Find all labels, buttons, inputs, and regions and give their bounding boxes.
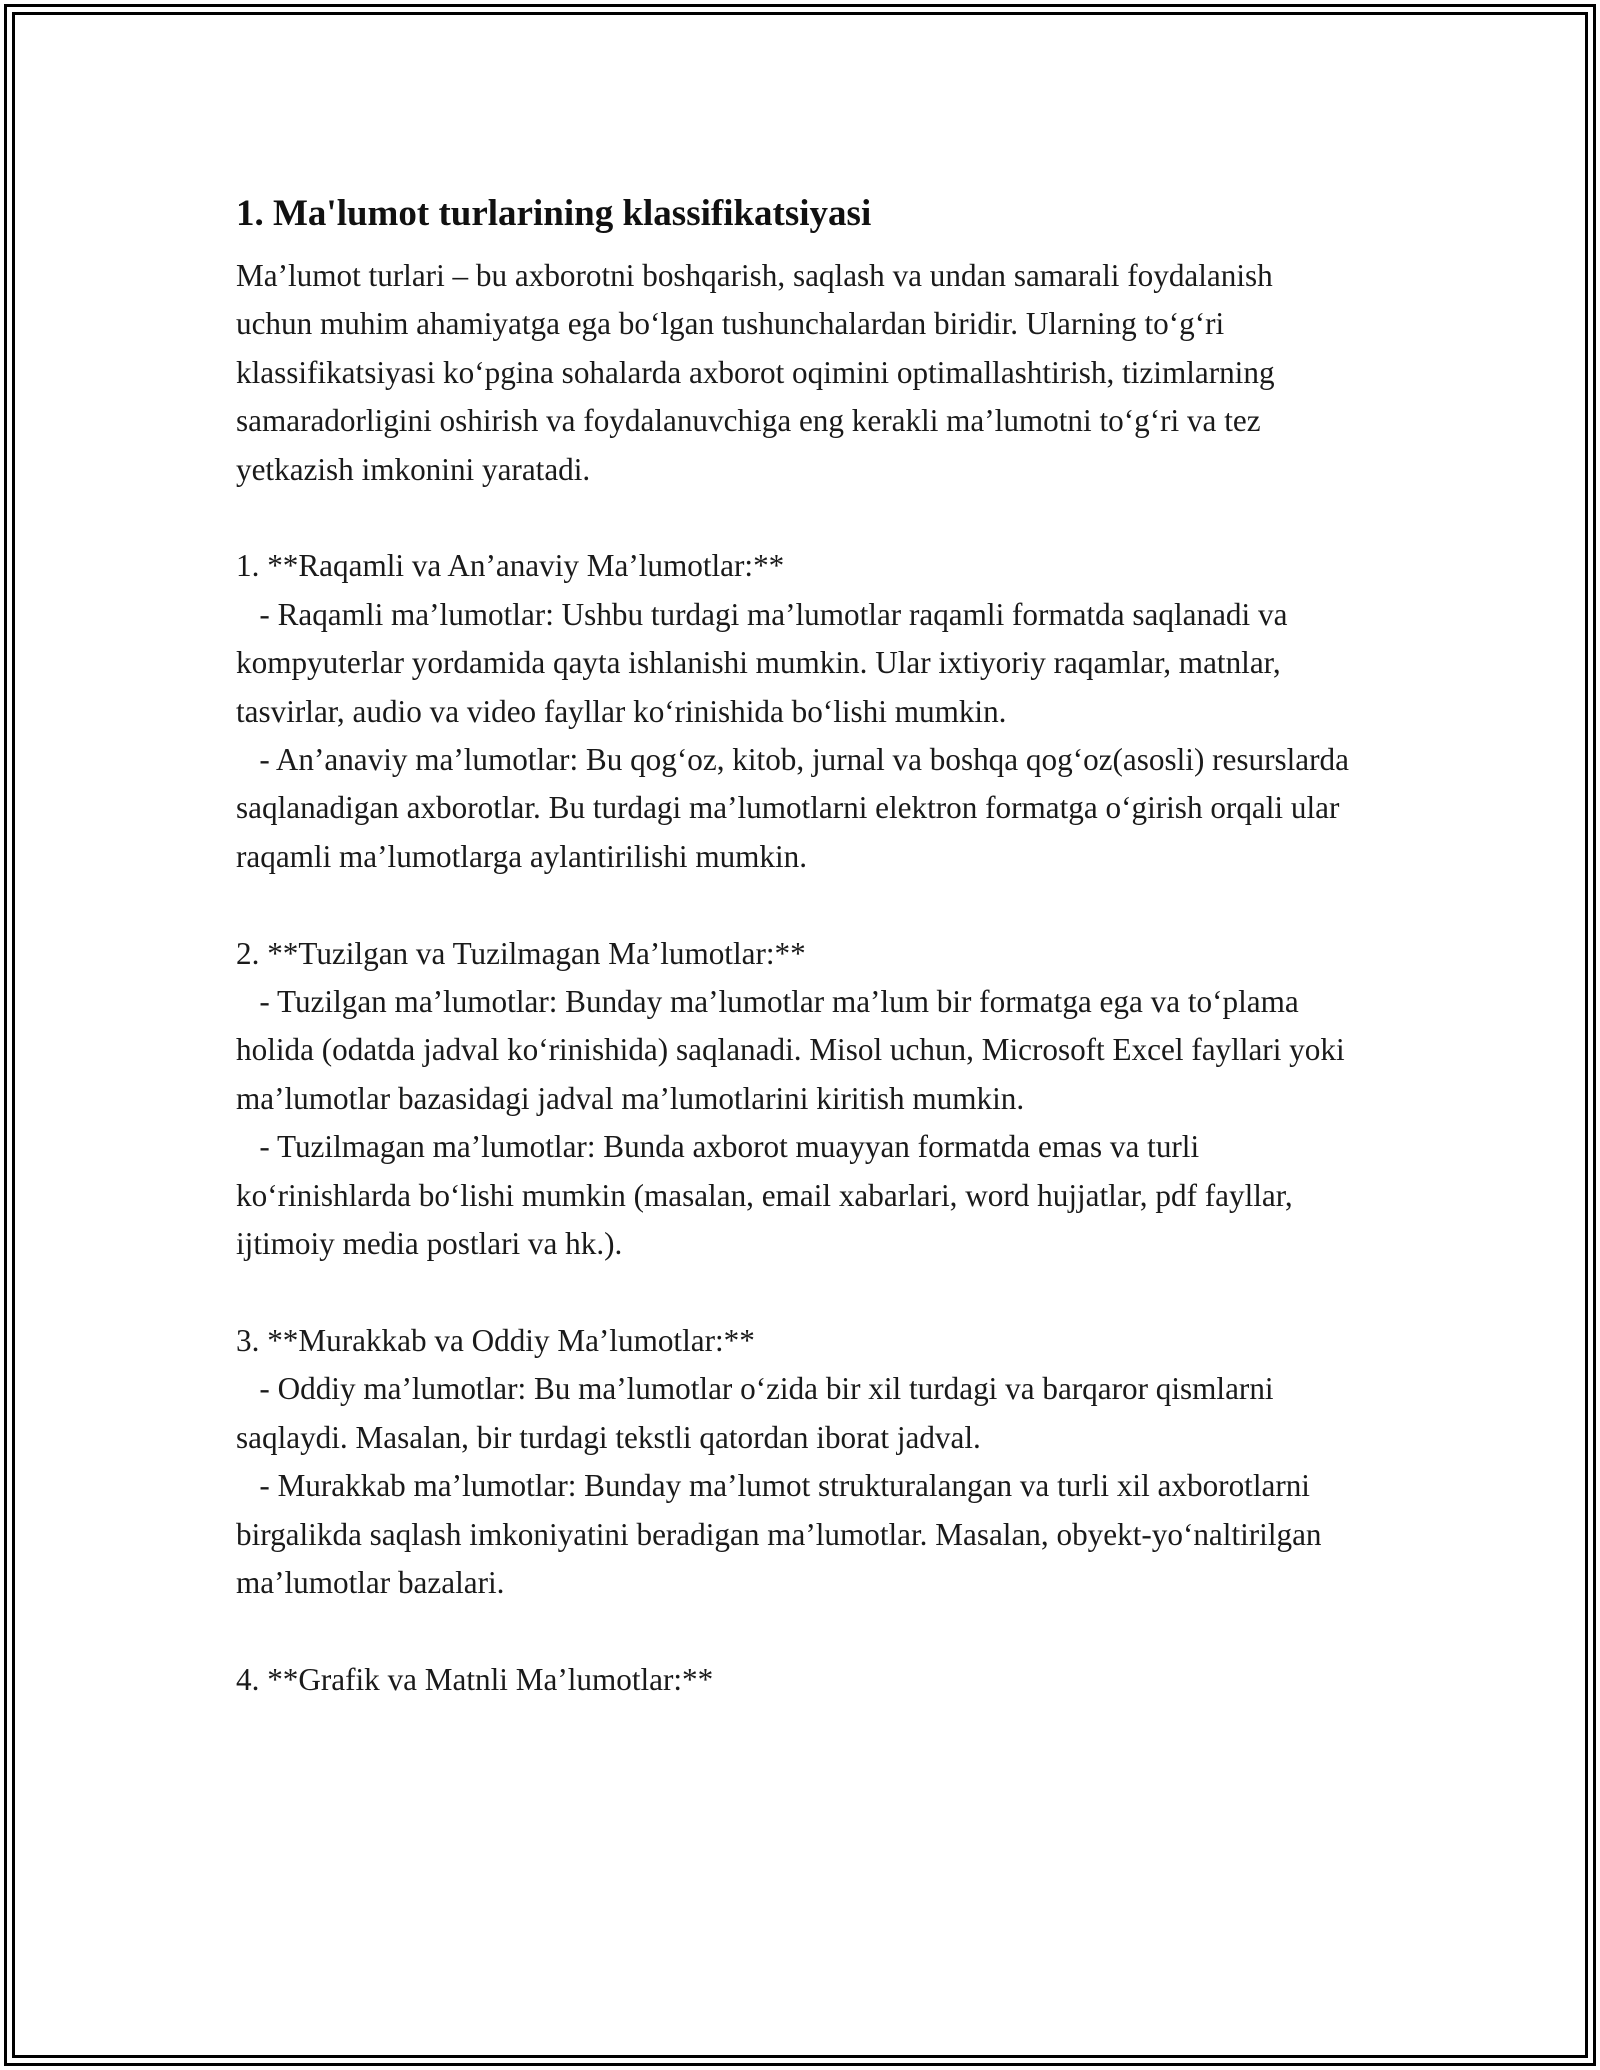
section-3 [236,1317,1356,1607]
section-item: - Tuzilmagan ma’lumotlar: Bunda axborot muayyan formatda emas va turli ko‘rinishlarda bo‘lishi mumkin (masalan, email xabarlari, word hujjatlar, pdf fayllar, ijtimoiy media postlari va hk.). [236,1129,1301,1262]
paragraph-gap [236,1269,1356,1317]
intro-paragraph: Ma’lumot turlari – bu axborotni boshqarish, saqlash va undan samarali foydalanish uchun muhim ahamiyatga ega bo‘lgan tushunchalardan biridir. Ularning to‘g‘ri klassifikatsiyasi ko‘pgina sohalarda axborot oqimini optimallashtirish, tizimlarning samaradorligini oshirish va foydalanuvchiga eng kerakli ma’lumotni to‘g‘ri va tez yetkazish imkonini yaratadi. [236,258,1283,487]
section-title: 1. **Raqamli va An’anaviy Ma’lumotlar:** [236,548,785,584]
section-1 [236,542,1356,881]
section-2 [236,930,1356,1269]
section-title: 4. **Grafik va Matnli Ma’lumotlar:** [236,1661,714,1697]
paragraph-gap [236,881,1356,929]
section-item: - Oddiy ma’lumotlar: Bu ma’lumotlar o‘zida bir xil turdagi va barqaror qismlarni saqlaydi. Masalan, bir turdagi tekstli qatordan iborat jadval. [236,1371,1282,1455]
section-item: - Murakkab ma’lumotlar: Bunday ma’lumot strukturalangan va turli xil axborotlarni birgalikda saqlash imkoniyatini beradigan ma’lumotlar. Masalan, obyekt-yo‘naltirilgan ma’lumotlar bazalari. [236,1468,1330,1600]
paragraph-gap [236,1607,1356,1655]
section-item: - Tuzilgan ma’lumotlar: Bunday ma’lumotlar ma’lum bir formatga ega va to‘plama holida (odatda jadval ko‘rinishida) saqlanadi. Misol uchun, Microsoft Excel fayllari yoki ma’lumotlar bazasidagi jadval ma’lumotlarini kiritish mumkin. [236,984,1353,1116]
document-body [236,186,1356,1704]
document-heading: 1. Ma'lumot turlarining klassifikatsiyasi [236,193,872,234]
section-item: - Raqamli ma’lumotlar: Ushbu turdagi ma’lumotlar raqamli formatda saqlanadi va kompyuterlar yordamida qayta ishlanishi mumkin. Ular ixtiyoriy raqamlar, matnlar, tasvirlar, audio va video fayllar ko‘rinishida bo‘lishi mumkin. [236,596,1296,729]
section-4 [236,1656,1356,1704]
section-title: 2. **Tuzilgan va Tuzilmagan Ma’lumotlar:** [236,935,806,971]
section-title: 3. **Murakkab va Oddiy Ma’lumotlar:** [236,1322,755,1358]
section-item: - An’anaviy ma’lumotlar: Bu qog‘oz, kitob, jurnal va boshqa qog‘oz(asosli) resurslarda saqlanadigan axborotlar. Bu turdagi ma’lumotlarni elektron formatga o‘girish orqali ular raqamli ma’lumotlarga aylantirilishi mumkin. [236,742,1357,874]
paragraph-gap [236,494,1356,542]
